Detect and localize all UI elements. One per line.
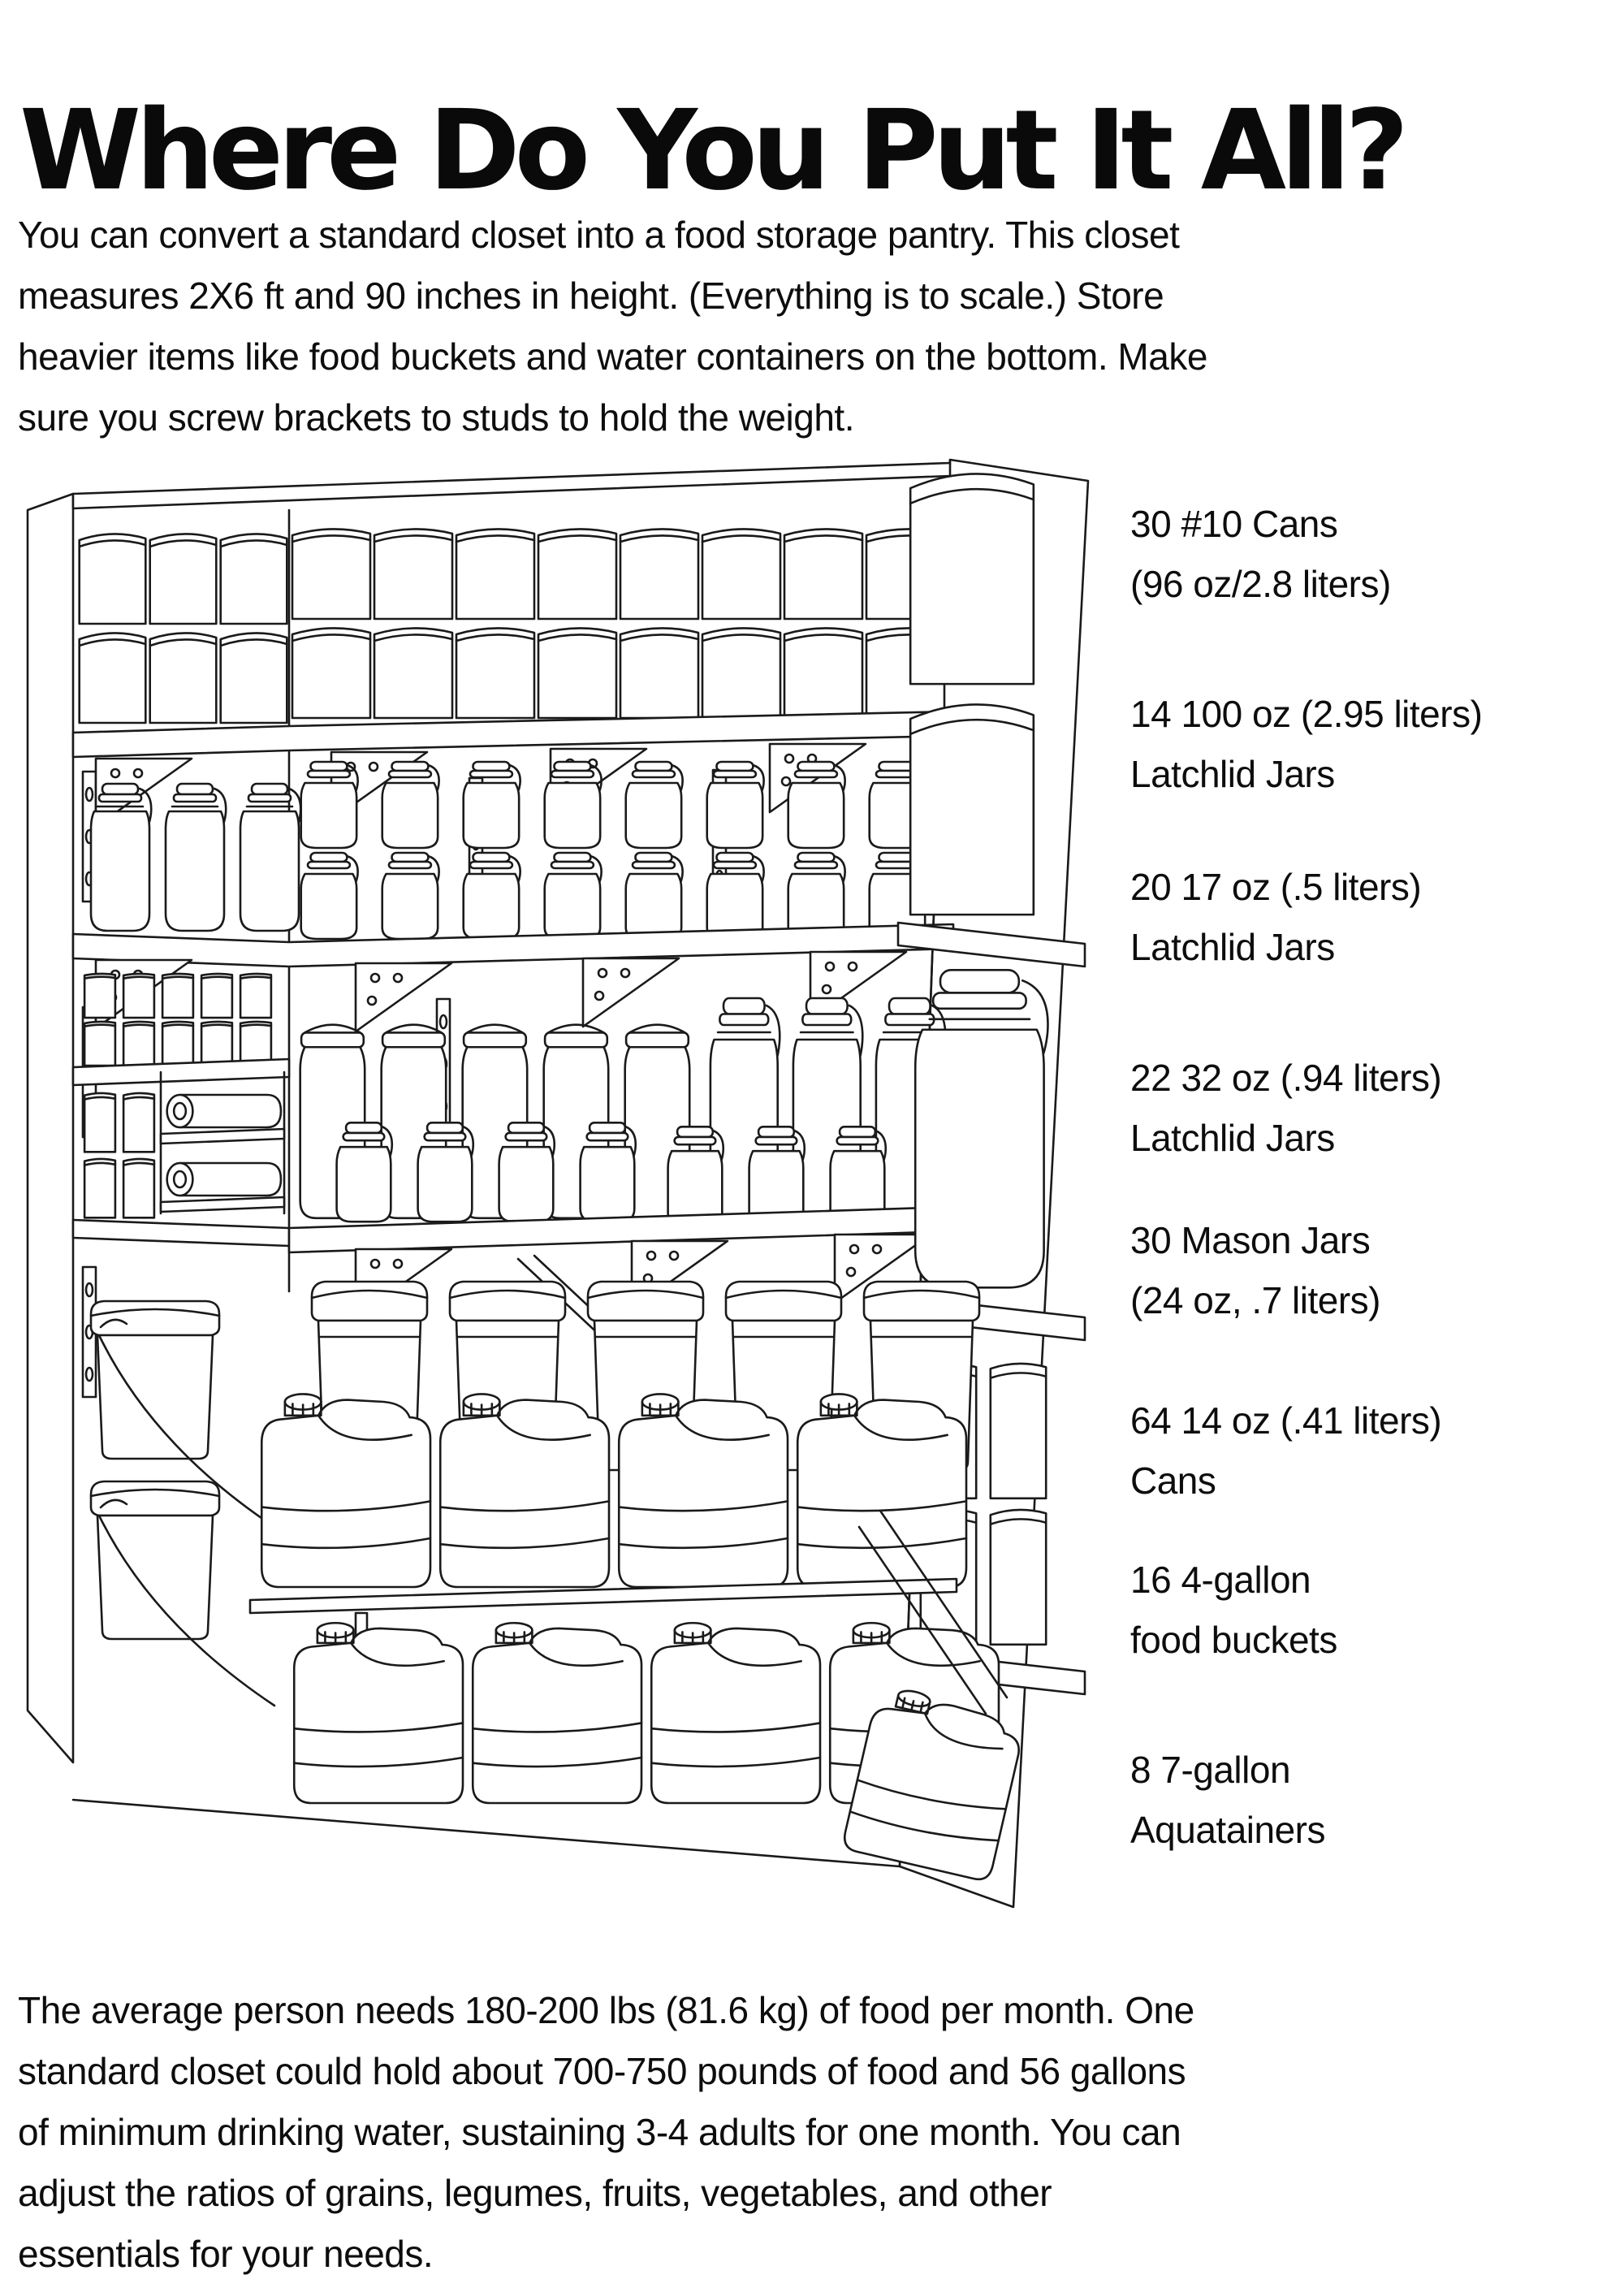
- outro-line: The average person needs 180-200 lbs (81.6 kg) of food per month. One: [18, 1989, 1194, 2031]
- closet-drawing: [15, 447, 1095, 1909]
- page-title: Where Do You Put It All?: [19, 87, 1404, 216]
- outro-line: adjust the ratios of grains, legumes, fruits, vegetables, and other: [18, 2172, 1052, 2214]
- item-label-aquatainers: [1130, 1740, 1325, 1860]
- item-label-line: 14 100 oz (2.95 liters): [1130, 693, 1483, 735]
- left-wall: [28, 494, 73, 1762]
- item-label-food-buckets: [1130, 1550, 1337, 1670]
- intro-line: You can convert a standard closet into a food storage pantry. This closet: [18, 214, 1180, 256]
- item-label-17oz-latchlid-jars: [1130, 857, 1421, 977]
- item-label-100oz-latchlid-jars: [1130, 684, 1482, 804]
- item-label-line: 16 4-gallon: [1130, 1559, 1311, 1601]
- outro-line: essentials for your needs.: [18, 2233, 434, 2275]
- item-label-32oz-latchlid-jars: [1130, 1048, 1441, 1168]
- item-label-line: Latchlid Jars: [1130, 1117, 1335, 1159]
- item-label-14oz-cans: [1130, 1390, 1441, 1511]
- outro-line: of minimum drinking water, sustaining 3-4 adults for one month. You can: [18, 2111, 1181, 2153]
- item-label-number10-cans: [1130, 494, 1391, 614]
- intro-paragraph: [18, 205, 1207, 448]
- item-label-line: Cans: [1130, 1460, 1216, 1502]
- item-label-line: 20 17 oz (.5 liters): [1130, 866, 1422, 908]
- item-label-line: food buckets: [1130, 1619, 1337, 1661]
- number10-cans: [80, 529, 944, 723]
- item-label-line: 8 7-gallon: [1130, 1749, 1291, 1791]
- item-label-line: 64 14 oz (.41 liters): [1130, 1399, 1442, 1442]
- item-label-line: Aquatainers: [1130, 1809, 1325, 1851]
- small-cans-left: [73, 974, 289, 1217]
- intro-line: sure you screw brackets to studs to hold the weight.: [18, 396, 854, 439]
- item-label-line: (24 oz, .7 liters): [1130, 1279, 1380, 1321]
- intro-line: measures 2X6 ft and 90 inches in height. (Everything is to scale.) Store: [18, 275, 1164, 317]
- aquatainers: [250, 1394, 1027, 1882]
- item-label-line: 30 Mason Jars: [1130, 1219, 1371, 1261]
- item-label-mason-jars: [1130, 1210, 1380, 1330]
- mason-jars-band: [300, 998, 946, 1226]
- pantry-illustration: [15, 447, 1095, 1909]
- latchlid-jars-band: [91, 762, 926, 939]
- item-label-line: Latchlid Jars: [1130, 926, 1335, 968]
- outro-line: standard closet could hold about 700-750 pounds of food and 56 gallons: [18, 2050, 1186, 2092]
- item-label-line: 22 32 oz (.94 liters): [1130, 1057, 1442, 1099]
- item-label-line: 30 #10 Cans: [1130, 503, 1338, 545]
- top-trim: [73, 463, 950, 508]
- item-label-line: (96 oz/2.8 liters): [1130, 563, 1391, 605]
- item-label-line: Latchlid Jars: [1130, 753, 1335, 795]
- outro-paragraph: [18, 1980, 1194, 2285]
- intro-line: heavier items like food buckets and water containers on the bottom. Make: [18, 335, 1207, 378]
